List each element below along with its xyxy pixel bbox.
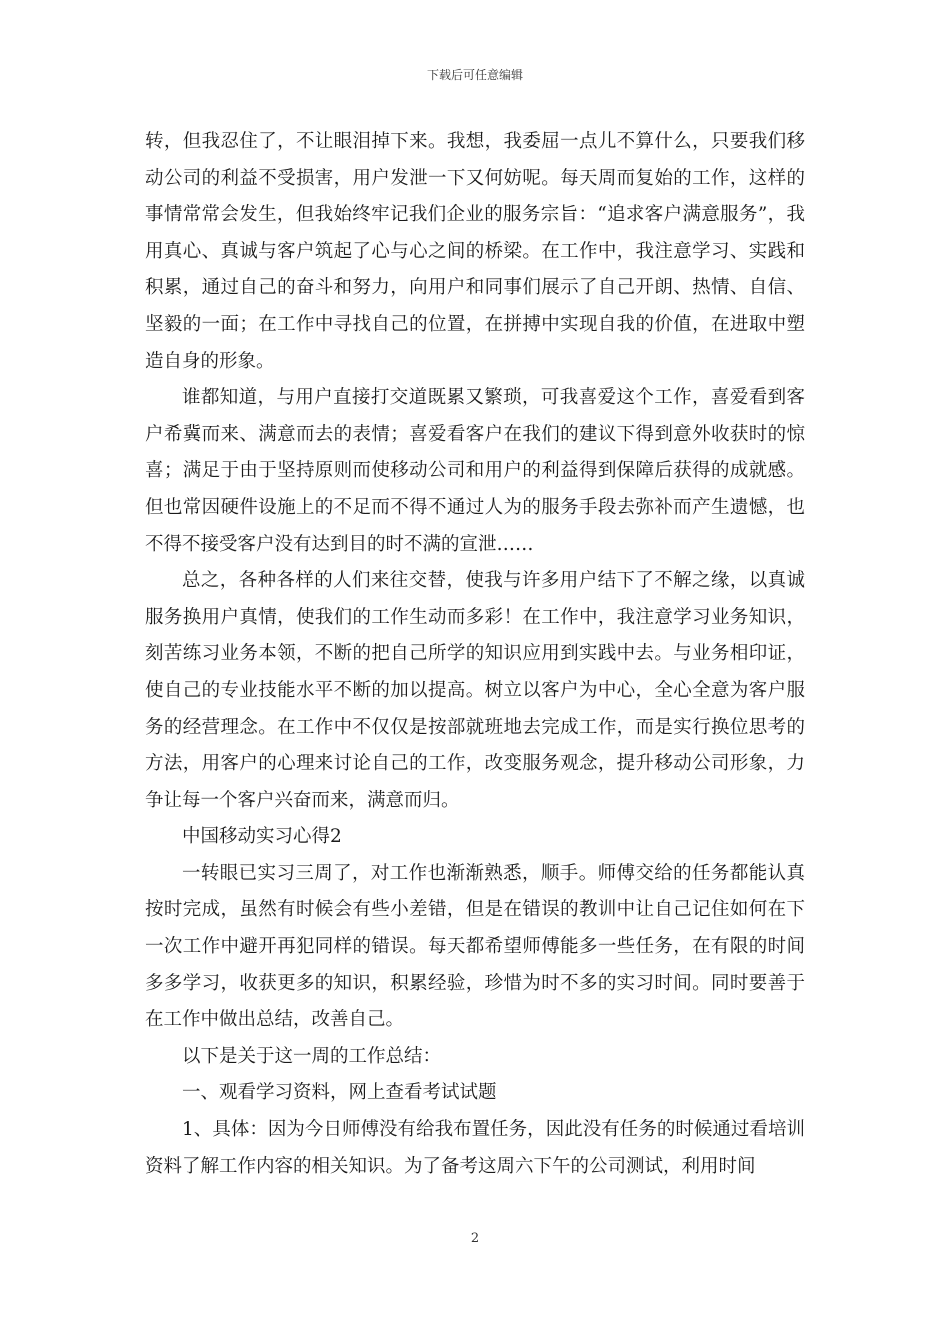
paragraph: 谁都知道，与用户直接打交道既累又繁琐，可我喜爱这个工作，喜爱看到客户希冀而来、满意而去的表情；喜爱看客户在我们的建议下得到意外收获时的惊喜；满足于由于坚持原则而使移动公司和用户的利益得到保障后获得的成就感。但也常因硬件设施上的不足而不得不通过人为的服务手段去弥补而产生遗憾，也不得不接受客户没有达到目的时不满的宣泄…… [145,387,805,555]
page-number: 2 [470,1231,480,1246]
paragraph: 1、具体：因为今日师傅没有给我布置任务，因此没有任务的时候通过看培训资料了解工作内容的相关知识。为了备考这周六下午的公司测试，利用时间 [145,1119,805,1177]
paragraph: 总之，各种各样的人们来往交替，使我与许多用户结下了不解之缘，以真诚服务换用户真情，使我们的工作生动而多彩！在工作中，我注意学习业务知识，刻苦练习业务本领，不断的把自己所学的知识应用到实践中去。与业务相印证，使自己的专业技能水平不断的加以提高。树立以客户为中心，全心全意为客户服务的经营理念。在工作中不仅仅是按部就班地去完成工作，而是实行换位思考的方法，用客户的心理来讨论自己的工作，改变服务观念，提升移动公司形象，力争让每一个客户兴奋而来，满意而归。 [145,570,805,811]
paragraph: 转，但我忍住了，不让眼泪掉下来。我想，我委屈一点儿不算什么，只要我们移动公司的利益不受损害，用户发泄一下又何妨呢。每天周而复始的工作，这样的事情常常会发生，但我始终牢记我们企业的服务宗旨：“追求客户满意服务”，我用真心、真诚与客户筑起了心与心之间的桥梁。在工作中，我注意学习、实践和积累，通过自己的奋斗和努力，向用户和同事们展示了自己开朗、热情、自信、坚毅的一面；在工作中寻找自己的位置，在拼搏中实现自我的价值，在进取中塑造自身的形象。 [145,131,805,372]
paragraph: 一转眼已实习三周了，对工作也渐渐熟悉，顺手。师傅交给的任务都能认真按时完成，虽然有时候会有些小差错，但是在错误的教训中让自己记住如何在下一次工作中避开再犯同样的错误。每天都希望师傅能多一些任务，在有限的时间多多学习，收获更多的知识，积累经验，珍惜为时不多的实习时间。同时要善于在工作中做出总结，改善自己。 [145,862,805,1031]
paragraph: 以下是关于这一周的工作总结： [182,1045,442,1067]
document-body [145,124,805,1185]
page-header: 下载后可任意编辑 [426,68,523,82]
section-heading: 中国移动实习心得2 [182,826,342,848]
paragraph: 一、观看学习资料，网上查看考试试题 [182,1082,497,1104]
